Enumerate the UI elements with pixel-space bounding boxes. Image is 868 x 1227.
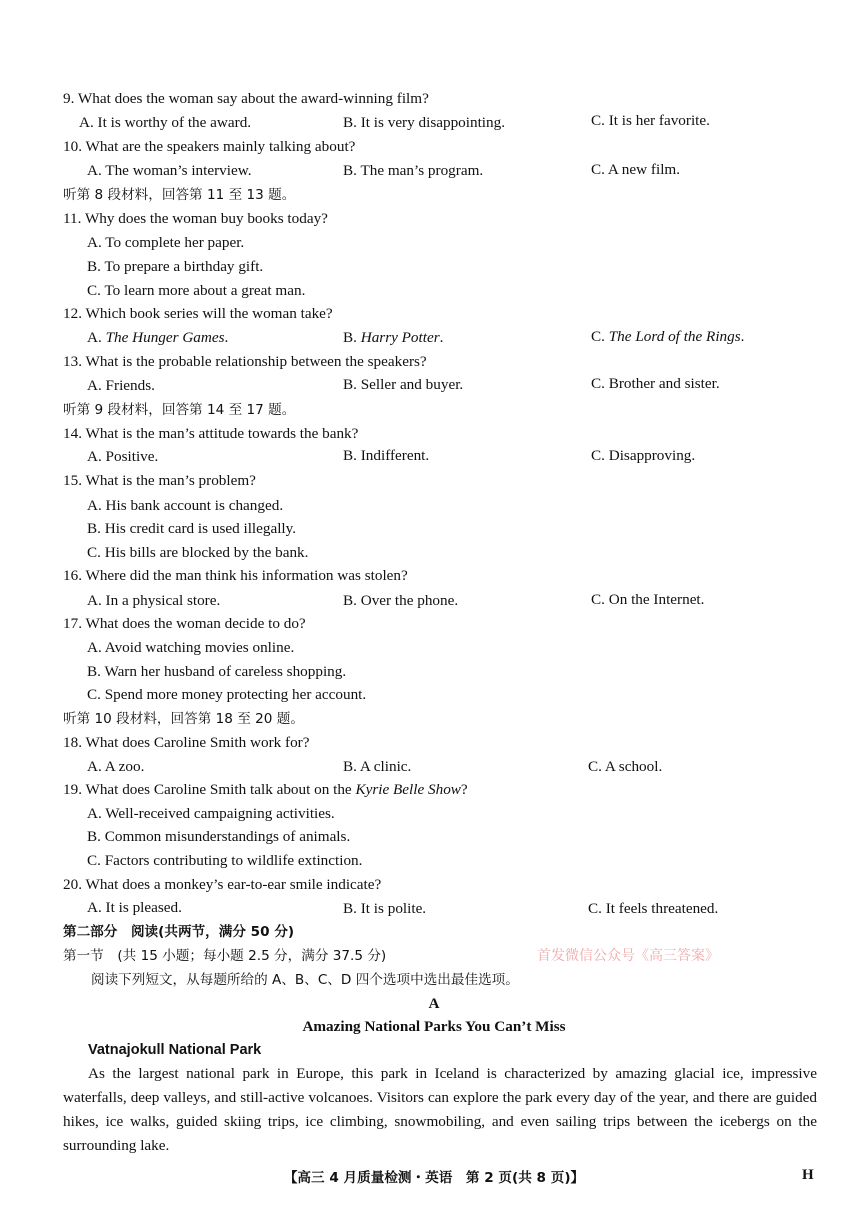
question-17-option-c: C. Spend more money protecting her account. xyxy=(87,686,367,703)
book-title-harry-potter: Harry Potter xyxy=(360,329,440,346)
question-16-option-c: C. On the Internet. xyxy=(591,591,705,608)
question-19-stem: 19. What does Caroline Smith talk about on the Kyrie Belle Show? xyxy=(63,781,468,798)
question-14-stem: 14. What is the man’s attitude towards the bank? xyxy=(63,425,359,442)
question-12-stem: 12. Which book series will the woman take? xyxy=(63,305,333,322)
section-9-instruction: 听第 9 段材料，回答第 14 至 17 题。 xyxy=(63,402,296,418)
question-11-option-b: B. To prepare a birthday gift. xyxy=(87,258,264,275)
question-11-option-a: A. To complete her paper. xyxy=(87,234,245,251)
question-20-option-b: B. It is polite. xyxy=(343,900,427,917)
question-15-option-a: A. His bank account is changed. xyxy=(87,497,284,514)
section-1-heading: 第一节 (共 15 小题；每小题 2.5 分，满分 37.5 分) xyxy=(63,948,387,964)
watermark: 首发微信公众号《高三答案》 xyxy=(537,948,719,964)
question-16-option-b: B. Over the phone. xyxy=(343,592,459,609)
park-subheading: Vatnajokull National Park xyxy=(88,1042,262,1058)
question-9-option-b: B. It is very disappointing. xyxy=(343,114,505,131)
question-12-option-a: A. The Hunger Games. xyxy=(87,329,229,346)
question-9-stem: 9. What does the woman say about the award-winning film? xyxy=(63,90,429,107)
question-15-stem: 15. What is the man’s problem? xyxy=(63,472,256,489)
question-20-stem: 20. What does a monkey’s ear-to-ear smile indicate? xyxy=(63,876,382,893)
question-13-option-c: C. Brother and sister. xyxy=(591,375,720,392)
question-14-option-b: B. Indifferent. xyxy=(343,447,430,464)
question-18-option-a: A. A zoo. xyxy=(87,758,145,775)
question-18-option-c: C. A school. xyxy=(588,758,663,775)
question-16-stem: 16. Where did the man think his information was stolen? xyxy=(63,567,408,584)
question-10-stem: 10. What are the speakers mainly talking about? xyxy=(63,138,356,155)
question-14-option-c: C. Disapproving. xyxy=(591,447,696,464)
question-16-option-a: A. In a physical store. xyxy=(87,592,221,609)
page-footer: 【高三 4 月质量检测・英语 第 2 页(共 8 页)】 xyxy=(283,1170,585,1186)
question-13-option-a: A. Friends. xyxy=(87,377,155,394)
question-17-option-a: A. Avoid watching movies online. xyxy=(87,639,295,656)
section-8-instruction: 听第 8 段材料，回答第 11 至 13 题。 xyxy=(63,187,296,203)
question-17-option-b: B. Warn her husband of careless shopping. xyxy=(87,663,347,680)
book-title-hunger-games: The Hunger Games xyxy=(105,329,225,346)
reading-instruction: 阅读下列短文，从每题所给的 A、B、C、D 四个选项中选出最佳选项。 xyxy=(91,972,519,988)
question-18-option-b: B. A clinic. xyxy=(343,758,412,775)
question-11-option-c: C. To learn more about a great man. xyxy=(87,282,306,299)
question-19-option-a: A. Well-received campaigning activities. xyxy=(87,805,335,822)
question-18-stem: 18. What does Caroline Smith work for? xyxy=(63,734,310,751)
question-12-option-c: C. The Lord of the Rings. xyxy=(591,328,745,345)
question-19-option-c: C. Factors contributing to wildlife extinction. xyxy=(87,852,363,869)
question-14-option-a: A. Positive. xyxy=(87,448,159,465)
question-15-option-b: B. His credit card is used illegally. xyxy=(87,520,297,537)
question-17-stem: 17. What does the woman decide to do? xyxy=(63,615,306,632)
question-11-stem: 11. Why does the woman buy books today? xyxy=(63,210,328,227)
section-10-instruction: 听第 10 段材料，回答第 18 至 20 题。 xyxy=(63,711,304,727)
passage-title: Amazing National Parks You Can’t Miss xyxy=(302,1018,566,1035)
question-15-option-c: C. His bills are blocked by the bank. xyxy=(87,544,309,561)
question-12-option-b: B. Harry Potter. xyxy=(343,329,444,346)
question-13-option-b: B. Seller and buyer. xyxy=(343,376,464,393)
question-9-option-c: C. It is her favorite. xyxy=(591,112,710,129)
question-20-option-c: C. It feels threatened. xyxy=(588,900,719,917)
part-2-heading: 第二部分 阅读(共两节，满分 50 分) xyxy=(63,924,295,940)
show-title: Kyrie Belle Show xyxy=(355,781,461,798)
passage-paragraph: As the largest national park in Europe, this park in Iceland is characterized by amazing glacial ice, impressive waterfalls, deep valleys, and still-active volcanoes. Visitors can explore the park every day of the year, and there are guided hikes, ice walks, guided skiing trips, ice climbing, snowmobiling, and even sailing trips between the icebergs on the surrounding lake. xyxy=(63,1065,817,1154)
question-13-stem: 13. What is the probable relationship between the speakers? xyxy=(63,353,427,370)
passage-letter: A xyxy=(428,995,440,1012)
question-19-option-b: B. Common misunderstandings of animals. xyxy=(87,828,351,845)
question-10-option-c: C. A new film. xyxy=(591,161,681,178)
book-title-lord-of-the-rings: The Lord of the Rings xyxy=(608,328,741,345)
question-10-option-b: B. The man’s program. xyxy=(343,162,484,179)
paper-version-mark: H xyxy=(802,1167,814,1183)
question-10-option-a: A. The woman’s interview. xyxy=(87,162,252,179)
question-20-option-a: A. It is pleased. xyxy=(87,899,182,916)
question-9-option-a: A. It is worthy of the award. xyxy=(79,114,252,131)
